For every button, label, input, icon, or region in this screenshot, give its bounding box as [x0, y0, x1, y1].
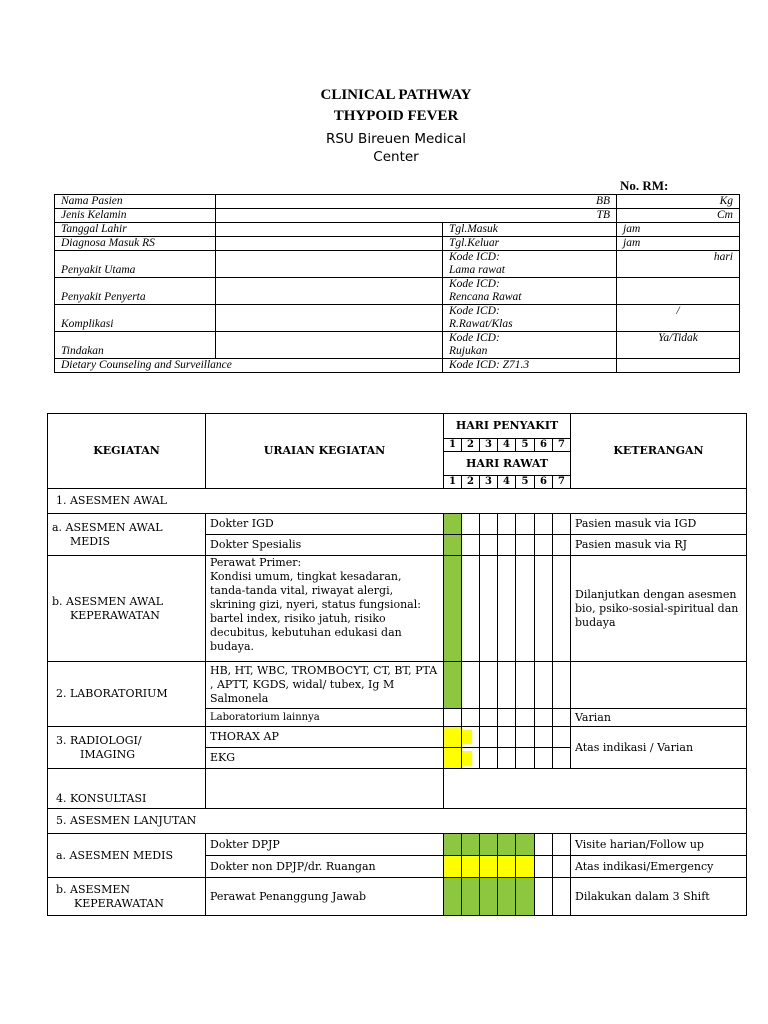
day-cell-partial-yellow	[462, 748, 480, 769]
table-row	[48, 834, 747, 856]
day-cell	[553, 748, 571, 769]
header-kegiatan: KEGIATAN	[48, 414, 206, 489]
value-penyakit-utama	[216, 251, 443, 278]
label-jam-masuk: jam	[617, 223, 740, 237]
day-number: 1	[444, 439, 462, 452]
cell-kode-rujukan	[443, 332, 617, 359]
section-asesmen-lanjutan: 5. ASESMEN LANJUTAN	[48, 809, 747, 834]
day-cell	[535, 535, 553, 556]
day-number: 4	[498, 476, 516, 489]
day-cell	[553, 662, 571, 709]
day-number: 5	[516, 476, 535, 489]
day-cell	[535, 556, 553, 662]
value-penyakit-penyerta	[216, 278, 443, 305]
day-cell	[462, 709, 480, 727]
day-cell-filled-yellow	[498, 856, 516, 878]
day-cell	[553, 535, 571, 556]
day-cell	[535, 856, 553, 878]
table-row	[48, 489, 747, 514]
kegiatan-label: b. ASESMEN AWAL	[52, 594, 163, 608]
clinical-pathway-table	[47, 413, 747, 916]
day-cell	[516, 662, 535, 709]
day-number: 2	[462, 476, 480, 489]
value-komplikasi	[216, 305, 443, 332]
table-row	[48, 556, 747, 662]
table-row	[55, 359, 740, 373]
label-tgl-keluar: Tgl.Keluar	[443, 237, 617, 251]
label-hari: hari	[617, 251, 740, 278]
label-tgl-masuk: Tgl.Masuk	[443, 223, 617, 237]
day-cell	[480, 748, 498, 769]
label-kode-icd: Kode ICD:	[449, 332, 500, 344]
day-number: 2	[462, 439, 480, 452]
kegiatan-label: 3. RADIOLOGI/	[56, 733, 142, 747]
kegiatan-radiologi	[48, 727, 206, 769]
kegiatan-asesmen-keperawatan	[48, 878, 206, 916]
label-jenis-kelamin: Jenis Kelamin	[55, 209, 216, 223]
day-cell-filled	[444, 556, 462, 662]
day-cell	[516, 556, 535, 662]
label-kode-icd: Kode ICD:	[449, 251, 500, 263]
no-rm-label: No. RM:	[620, 178, 669, 193]
value-diagnosa	[216, 237, 443, 251]
day-cell	[498, 709, 516, 727]
label-penyakit-penyerta: Penyakit Penyerta	[55, 278, 216, 305]
day-cell	[553, 834, 571, 856]
label-kode-icd: Kode ICD:	[449, 305, 500, 317]
day-cell	[553, 727, 571, 748]
header-uraian: URAIAN KEGIATAN	[206, 414, 444, 489]
day-cell-filled	[444, 834, 462, 856]
day-cell	[498, 727, 516, 748]
day-cell-filled	[462, 834, 480, 856]
uraian-dokter-igd: Dokter IGD	[206, 514, 444, 535]
day-cell	[480, 535, 498, 556]
label-tindakan: Tindakan	[55, 332, 216, 359]
day-cell	[462, 535, 480, 556]
day-cell	[498, 662, 516, 709]
table-row	[55, 305, 740, 332]
day-cell-filled	[516, 878, 535, 916]
day-cell	[498, 535, 516, 556]
day-cell	[498, 514, 516, 535]
label-kode-icd-z713: Kode ICD: Z71.3	[443, 359, 617, 373]
day-cell-filled	[498, 878, 516, 916]
day-cell-filled-yellow	[480, 856, 498, 878]
table-row	[55, 195, 740, 209]
uraian-non-dpjp: Dokter non DPJP/dr. Ruangan	[206, 856, 444, 878]
day-cell-filled-yellow	[462, 856, 480, 878]
table-row	[55, 223, 740, 237]
kegiatan-label: IMAGING	[80, 747, 136, 761]
uraian-lab: HB, HT, WBC, TROMBOCYT, CT, BT, PTA , APTT, KGDS, widal/ tubex, Ig M Salmonela	[206, 662, 444, 709]
day-cell-filled	[516, 834, 535, 856]
kegiatan-label: b. ASESMEN	[56, 882, 130, 896]
table-row	[55, 251, 740, 278]
header-keterangan: KETERANGAN	[571, 414, 747, 489]
day-cell-filled	[498, 834, 516, 856]
day-cell	[516, 535, 535, 556]
day-cell	[462, 514, 480, 535]
keterangan-igd: Pasien masuk via IGD	[571, 514, 747, 535]
table-row	[48, 414, 747, 439]
kegiatan-label: KEPERAWATAN	[74, 896, 164, 910]
day-number: 6	[535, 439, 553, 452]
uraian-thorax: THORAX AP	[206, 727, 444, 748]
cell-kode-rencana	[443, 278, 617, 305]
day-number: 6	[535, 476, 553, 489]
uraian-perawat-primer	[206, 556, 444, 662]
day-number: 5	[516, 439, 535, 452]
konsultasi-empty	[444, 769, 747, 809]
label-lama-rawat: Lama rawat	[449, 264, 505, 276]
day-cell	[498, 748, 516, 769]
label-komplikasi: Komplikasi	[55, 305, 216, 332]
uraian-label: Perawat Primer:	[210, 556, 302, 569]
day-cell	[480, 514, 498, 535]
cell-kode-lama	[443, 251, 617, 278]
hospital-name-line2: Center	[373, 149, 419, 165]
kegiatan-label: a. ASESMEN AWAL	[52, 520, 163, 534]
label-tb: TB	[216, 209, 617, 223]
kegiatan-label: KEPERAWATAN	[70, 608, 160, 622]
label-kode-icd: Kode ICD:	[449, 278, 500, 290]
keterangan-shift: Dilakukan dalam 3 Shift	[571, 878, 747, 916]
label-diagnosa: Diagnosa Masuk RS	[55, 237, 216, 251]
day-cell	[516, 748, 535, 769]
day-cell	[535, 662, 553, 709]
day-cell	[480, 662, 498, 709]
day-cell-filled	[444, 535, 462, 556]
day-number: 7	[553, 476, 571, 489]
day-cell	[553, 556, 571, 662]
day-number: 3	[480, 439, 498, 452]
day-cell	[480, 727, 498, 748]
day-number: 3	[480, 476, 498, 489]
label-tanggal-lahir: Tanggal Lahir	[55, 223, 216, 237]
kegiatan-laboratorium: 2. LABORATORIUM	[48, 662, 206, 727]
label-dietary: Dietary Counseling and Surveillance	[55, 359, 443, 373]
header-hari-penyakit: HARI PENYAKIT	[444, 414, 571, 439]
kegiatan-asesmen-awal-keperawatan	[48, 556, 206, 662]
day-cell-filled-yellow	[444, 856, 462, 878]
table-row	[48, 769, 747, 809]
day-cell-filled-yellow	[444, 748, 462, 769]
table-row	[48, 809, 747, 834]
keterangan-varian: Varian	[571, 709, 747, 727]
document-subtitle: THYPOID FEVER	[333, 108, 459, 124]
day-cell	[535, 748, 553, 769]
uraian-ekg: EKG	[206, 748, 444, 769]
kegiatan-asesmen-medis: a. ASESMEN MEDIS	[48, 834, 206, 878]
keterangan-rj: Pasien masuk via RJ	[571, 535, 747, 556]
uraian-dpjp: Dokter DPJP	[206, 834, 444, 856]
day-cell	[480, 709, 498, 727]
kegiatan-label: MEDIS	[70, 534, 110, 548]
label-penyakit-utama: Penyakit Utama	[55, 251, 216, 278]
uraian-perawat-pj: Perawat Penanggung Jawab	[206, 878, 444, 916]
table-row	[48, 878, 747, 916]
label-rujukan: Rujukan	[449, 345, 488, 357]
table-row	[48, 727, 747, 748]
day-cell	[444, 709, 462, 727]
day-cell	[553, 709, 571, 727]
day-cell	[462, 662, 480, 709]
day-cell	[535, 709, 553, 727]
keterangan-visite: Visite harian/Follow up	[571, 834, 747, 856]
keterangan-emergency: Atas indikasi/Emergency	[571, 856, 747, 878]
label-cm: Cm	[617, 209, 740, 223]
day-number: 7	[553, 439, 571, 452]
day-cell	[462, 556, 480, 662]
uraian-desc: Kondisi umum, tingkat kesadaran, tanda-tanda vital, riwayat alergi, skrining gizi, nyeri, status fungsional: bartel index, risiko jatuh, risiko decubitus, kebutuhan edukasi dan budaya.	[210, 570, 421, 653]
table-row	[48, 514, 747, 535]
day-number: 4	[498, 439, 516, 452]
day-cell	[516, 709, 535, 727]
uraian-konsultasi	[206, 769, 444, 809]
table-row	[55, 332, 740, 359]
value-tindakan	[216, 332, 443, 359]
table-row	[55, 237, 740, 251]
table-row	[48, 662, 747, 709]
value-tanggal-lahir	[216, 223, 443, 237]
day-cell	[535, 727, 553, 748]
day-cell	[553, 878, 571, 916]
day-cell-filled	[480, 878, 498, 916]
label-rawat-klas: R.Rawat/Klas	[449, 318, 513, 330]
kegiatan-konsultasi: 4. KONSULTASI	[48, 769, 206, 809]
day-cell	[480, 556, 498, 662]
day-cell-partial-yellow	[462, 727, 480, 748]
label-nama-pasien: Nama Pasien	[55, 195, 216, 209]
day-number: 1	[444, 476, 462, 489]
day-cell-filled	[462, 878, 480, 916]
header-hari-rawat: HARI RAWAT	[444, 452, 571, 476]
day-cell-filled-yellow	[516, 856, 535, 878]
day-cell-filled-yellow	[444, 727, 462, 748]
day-cell	[535, 834, 553, 856]
label-kg: Kg	[617, 195, 740, 209]
kegiatan-asesmen-awal-medis	[48, 514, 206, 556]
value-rawat-klas: /	[617, 305, 740, 332]
uraian-dokter-spesialis: Dokter Spesialis	[206, 535, 444, 556]
hospital-name-line1: RSU Bireuen Medical	[325, 131, 467, 147]
day-cell-filled	[444, 878, 462, 916]
keterangan-keperawatan: Dilanjutkan dengan asesmen bio, psiko-sosial-spiritual dan budaya	[571, 556, 747, 662]
day-cell	[516, 727, 535, 748]
day-cell-filled	[444, 514, 462, 535]
cell-kode-klas	[443, 305, 617, 332]
hospital-name	[0, 130, 768, 166]
day-cell	[553, 514, 571, 535]
patient-info-table	[54, 194, 740, 373]
label-rencana-rawat: Rencana Rawat	[449, 291, 522, 303]
day-cell	[553, 856, 571, 878]
value-dietary	[617, 359, 740, 373]
table-row	[55, 278, 740, 305]
label-bb: BB	[216, 195, 617, 209]
day-cell-filled	[444, 662, 462, 709]
keterangan-radiologi: Atas indikasi / Varian	[571, 727, 747, 769]
document-title: CLINICAL PATHWAY	[320, 87, 472, 103]
day-cell	[498, 556, 516, 662]
value-rencana-rawat	[617, 278, 740, 305]
table-row	[55, 209, 740, 223]
keterangan-lab	[571, 662, 747, 709]
day-cell	[535, 878, 553, 916]
uraian-lab-lain: Laboratorium lainnya	[206, 709, 444, 727]
label-jam-keluar: jam	[617, 237, 740, 251]
section-asesmen-awal: 1. ASESMEN AWAL	[48, 489, 747, 514]
value-ya-tidak: Ya/Tidak	[617, 332, 740, 359]
day-cell	[535, 514, 553, 535]
day-cell-filled	[480, 834, 498, 856]
day-cell	[516, 514, 535, 535]
